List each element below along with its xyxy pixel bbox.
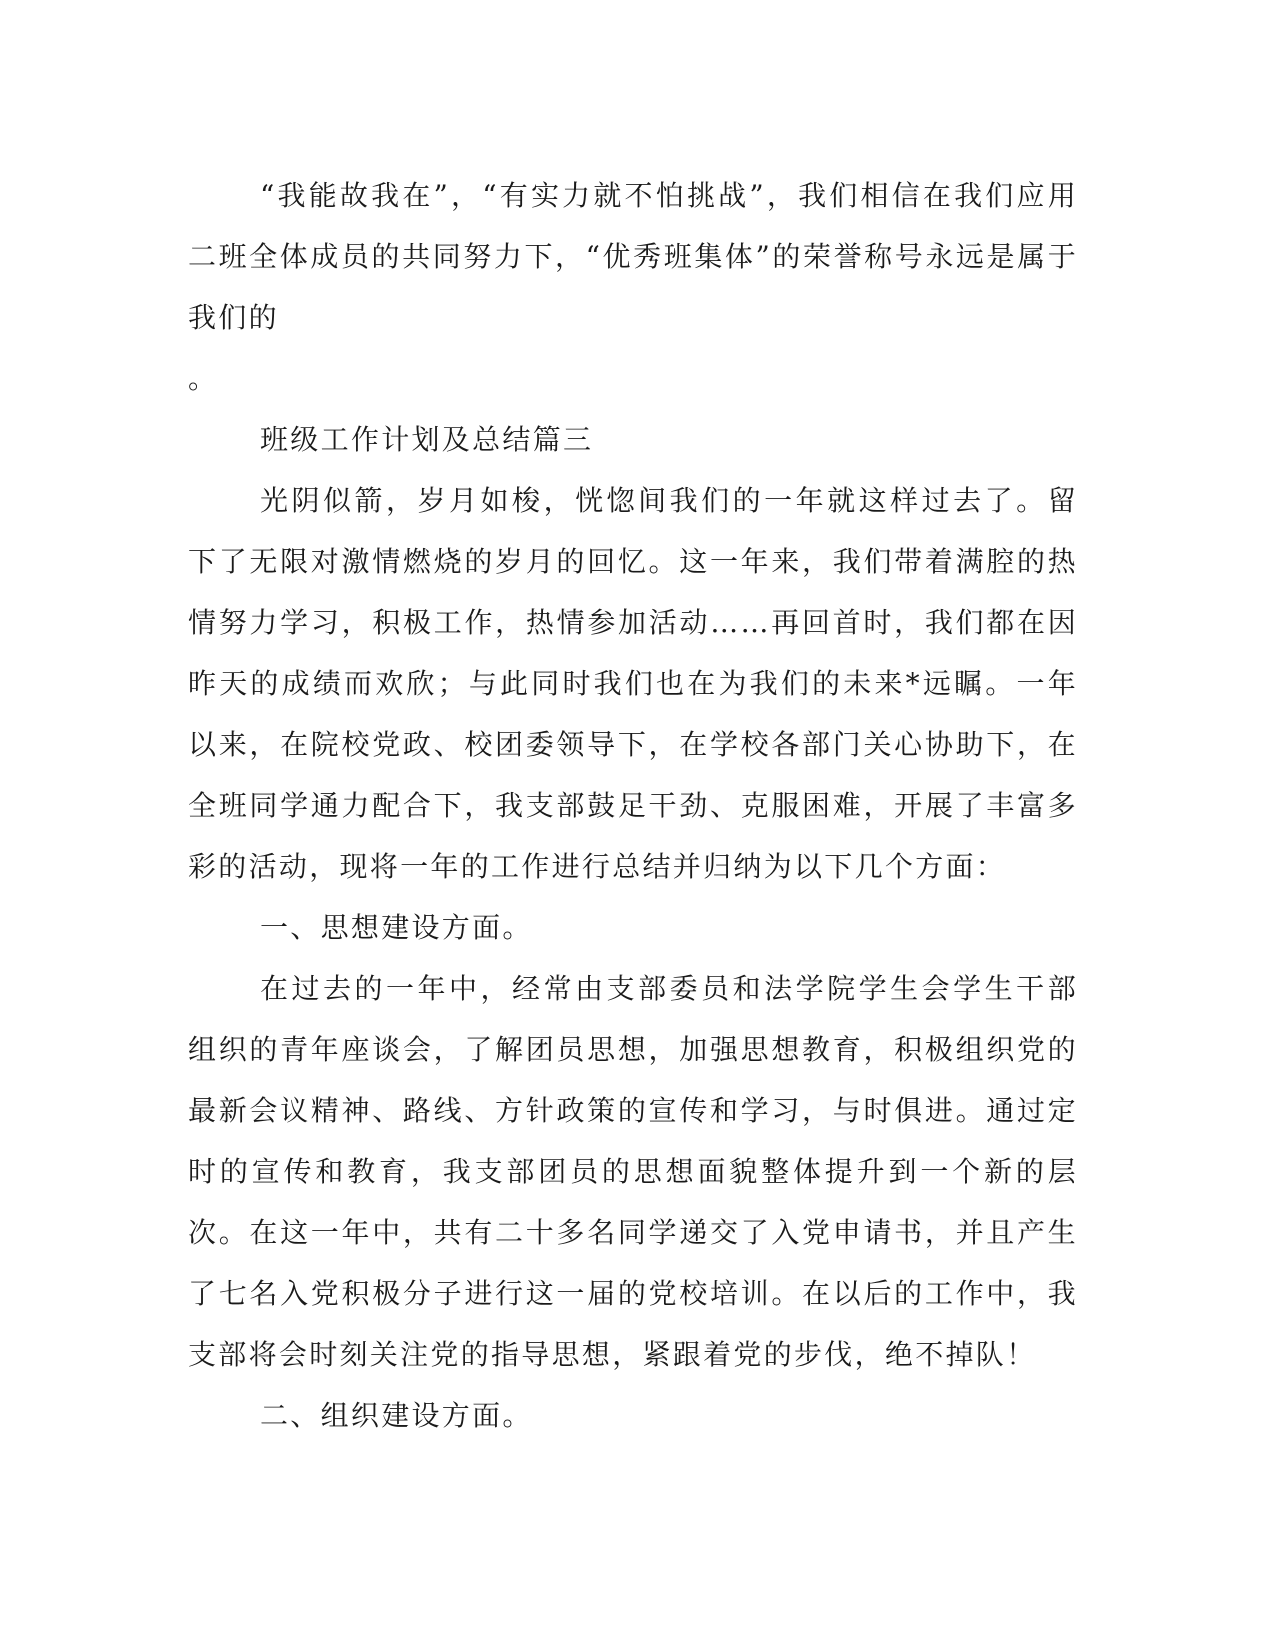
heading-organization: 二、组织建设方面。 (260, 1399, 533, 1432)
paragraph-period: 。 (188, 362, 219, 395)
document-body (188, 165, 1078, 1446)
heading-ideology: 一、思想建设方面。 (260, 911, 533, 944)
section-title: 班级工作计划及总结篇三 (260, 423, 594, 456)
paragraph-closing-quote: “我能故我在”，“有实力就不怕挑战”，我们相信在我们应用二班全体成员的共同努力下，“优秀班集体”的荣誉称号永远是属于我们的 (188, 179, 1078, 334)
paragraph-intro: 光阴似箭，岁月如梭，恍惚间我们的一年就这样过去了。留下了无限对激情燃烧的岁月的回忆。这一年来，我们带着满腔的热情努力学习，积极工作，热情参加活动……再回首时，我们都在因昨天的成绩而欢欣；与此同时我们也在为我们的未来*远瞩。一年以来，在院校党政、校团委领导下，在学校各部门关心协助下，在全班同学通力配合下，我支部鼓足干劲、克服困难，开展了丰富多彩的活动，现将一年的工作进行总结并归纳为以下几个方面： (188, 484, 1078, 883)
paragraph-ideology: 在过去的一年中，经常由支部委员和法学院学生会学生干部组织的青年座谈会，了解团员思想，加强思想教育，积极组织党的最新会议精神、路线、方针政策的宣传和学习，与时俱进。通过定时的宣传和教育，我支部团员的思想面貌整体提升到一个新的层次。在这一年中，共有二十多名同学递交了入党申请书，并且产生了七名入党积极分子进行这一届的党校培训。在以后的工作中，我支部将会时刻关注党的指导思想，紧跟着党的步伐，绝不掉队！ (188, 972, 1078, 1371)
